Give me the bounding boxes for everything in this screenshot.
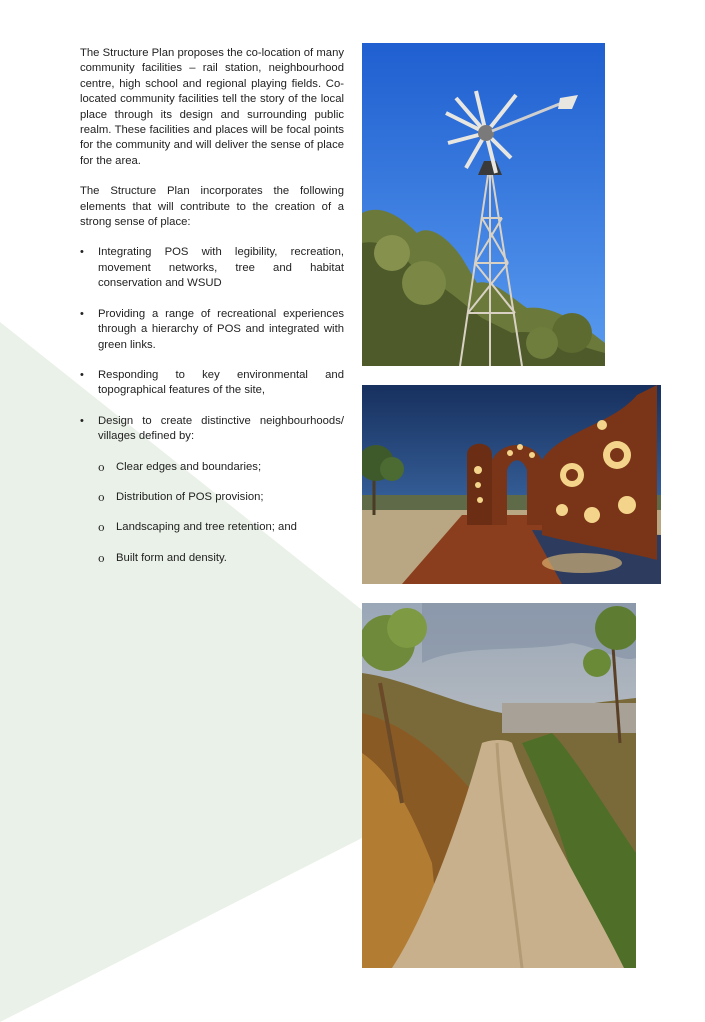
bullet-text: Integrating POS with legibility, recreation, movement networks, tree and habitat conservation and WSUD: [98, 246, 344, 290]
bullet-text: Responding to key environmental and topographical features of the site,: [98, 368, 344, 397]
text-column: [80, 46, 344, 581]
sub-bullet-text: Clear edges and boundaries;: [116, 460, 262, 473]
bullet-item: [80, 245, 344, 291]
sub-bullet-marker: o: [98, 521, 105, 535]
walking-path-photo: [362, 603, 636, 968]
sub-bullet-item: [98, 460, 344, 475]
windmill-photo: [362, 43, 605, 366]
bullet-item: [80, 368, 344, 399]
sub-bullet-item: [98, 551, 344, 566]
sub-bullet-text: Landscaping and tree retention; and: [116, 521, 297, 534]
sub-bullet-marker: o: [98, 460, 105, 474]
bullet-text: Providing a range of recreational experiences through a hierarchy of POS and integrated with green links.: [98, 307, 344, 351]
elements-intro-paragraph: The Structure Plan incorporates the following elements that will contribute to the creation of a strong sense of place:: [80, 185, 344, 229]
sub-bullet-item: [98, 520, 344, 535]
sculpture-photo: [362, 385, 661, 584]
sub-bullet-marker: o: [98, 551, 105, 565]
bullet-item: [80, 414, 344, 566]
bullet-list: [80, 245, 344, 566]
sub-bullet-text: Distribution of POS provision;: [116, 490, 264, 503]
sub-bullet-list: [98, 460, 344, 567]
bullet-text: Design to create distinctive neighbourhoods/ villages defined by:: [98, 414, 344, 443]
sub-bullet-marker: o: [98, 490, 105, 504]
intro-paragraph: The Structure Plan proposes the co-location of many community facilities – rail station, neighbourhood centre, high school and regional playing fields. Co-located community facilities tell the story of the local place through its design and surrounding public realm. These facilities and places will be focal points for the community and will deliver the sense of place for the area.: [80, 47, 344, 167]
sub-bullet-text: Built form and density.: [116, 551, 227, 564]
sub-bullet-item: [98, 490, 344, 505]
bullet-item: [80, 307, 344, 353]
